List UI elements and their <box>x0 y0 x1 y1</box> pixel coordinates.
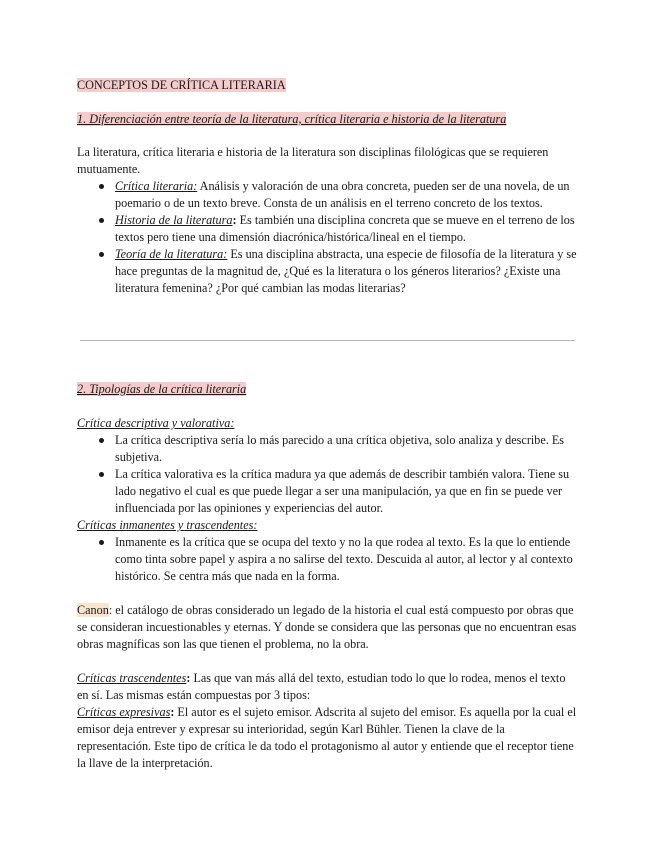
list-item: La crítica descriptiva sería lo más parecido a una crítica objetiva, solo analiza y describe. Es subjetiva. <box>77 432 577 466</box>
descriptiva-list <box>77 432 577 517</box>
canon-paragraph <box>77 602 577 653</box>
section1-heading-text: 1. Diferenciación entre teoría de la literatura, crítica literaria e historia de la literatura <box>77 112 507 126</box>
section1-heading <box>77 111 577 128</box>
term-historia-literatura: Historia de la literatura <box>115 213 233 227</box>
section1-list <box>77 178 577 297</box>
desc-historia-literatura: Es también una disciplina concreta que se mueve en el terreno de los textos pero tiene una dimensión diacrónica/histórica/lineal en el tiempo. <box>115 213 575 244</box>
trascendentes-colon: : <box>186 671 191 685</box>
trascendentes-paragraph <box>77 670 577 772</box>
expresivas-term: Críticas expresivas <box>77 705 171 719</box>
section2-body <box>77 415 577 585</box>
expresivas-colon: : <box>170 705 175 719</box>
section2-heading <box>77 381 577 398</box>
section2-heading-text: 2. Tipologías de la crítica literaria <box>77 382 247 396</box>
doc-title <box>77 77 577 94</box>
term-teoria-literatura: Teoría de la literatura: <box>115 247 228 261</box>
expresivas-text: El autor es el sujeto emisor. Adscrita al sujeto del emisor. Es aquella por la cual el emisor deja entrever y expresar su interioridad, según Karl Bühler. Tienen la clave de la representación. Este tipo de crítica le da todo el protagonismo al autor y entiende que el receptor tiene la llave de la interpretación. <box>77 705 577 770</box>
section1-body <box>77 144 577 297</box>
inmanentes-list <box>77 534 577 585</box>
subheading-descriptiva: Crítica descriptiva y valorativa: <box>77 416 235 430</box>
list-item-historia-literatura <box>77 212 577 246</box>
term-colon: : <box>232 213 237 227</box>
trascendentes-text: Las que van más allá del texto, estudian todo lo que lo rodea, menos el texto en sí. Las mismas están compuestas por 3 tipos: <box>77 671 566 702</box>
doc-title-text: CONCEPTOS DE CRÍTICA LITERARIA <box>77 78 286 92</box>
list-item-critica-literaria <box>77 178 577 212</box>
horizontal-rule <box>80 340 575 341</box>
desc-critica-literaria: Análisis y valoración de una obra concreta, pueden ser de una novela, de un poemario o de un texto breve. Consta de un análisis en el terreno concreto de los textos. <box>115 179 570 210</box>
canon-term: Canon <box>77 603 109 617</box>
list-item: Inmanente es la crítica que se ocupa del texto y no la que rodea al texto. Es la que lo entiende como tinta sobre papel y aspira a no salirse del texto. Descuida al autor, al lector y al contexto histórico. Se centra más que nada en la forma. <box>77 534 577 585</box>
section1-intro: La literatura, crítica literaria e historia de la literatura son disciplinas filológicas que se requieren mutuamente. <box>77 145 549 176</box>
list-item-teoria-literatura <box>77 246 577 297</box>
subheading-inmanentes: Críticas inmanentes y trascendentes: <box>77 518 258 532</box>
list-item: La crítica valorativa es la crítica madura ya que además de describir también valora. Tiene su lado negativo el cual es que puede llegar a ser una manipulación, ya que en fin se puede ver influenciada por las opiniones y experiencias del autor. <box>77 466 577 517</box>
canon-text: : el catálogo de obras considerado un legado de la historia el cual está compuesto por obras que se consideran incuestionables y eternas. Y donde se considera que las personas que no encuentran esas obras magníficas son las que tienen el problema, no la obra. <box>77 603 577 651</box>
desc-teoria-literatura: Es una disciplina abstracta, una especie de filosofía de la literatura y se hace preguntas de la magnitud de, ¿Qué es la literatura o los géneros literarios? ¿Existe una literatura femenina? ¿Por qué cambian las modas literarias? <box>115 247 577 295</box>
term-critica-literaria: Crítica literaria: <box>115 179 198 193</box>
trascendentes-term: Críticas trascendentes <box>77 671 187 685</box>
